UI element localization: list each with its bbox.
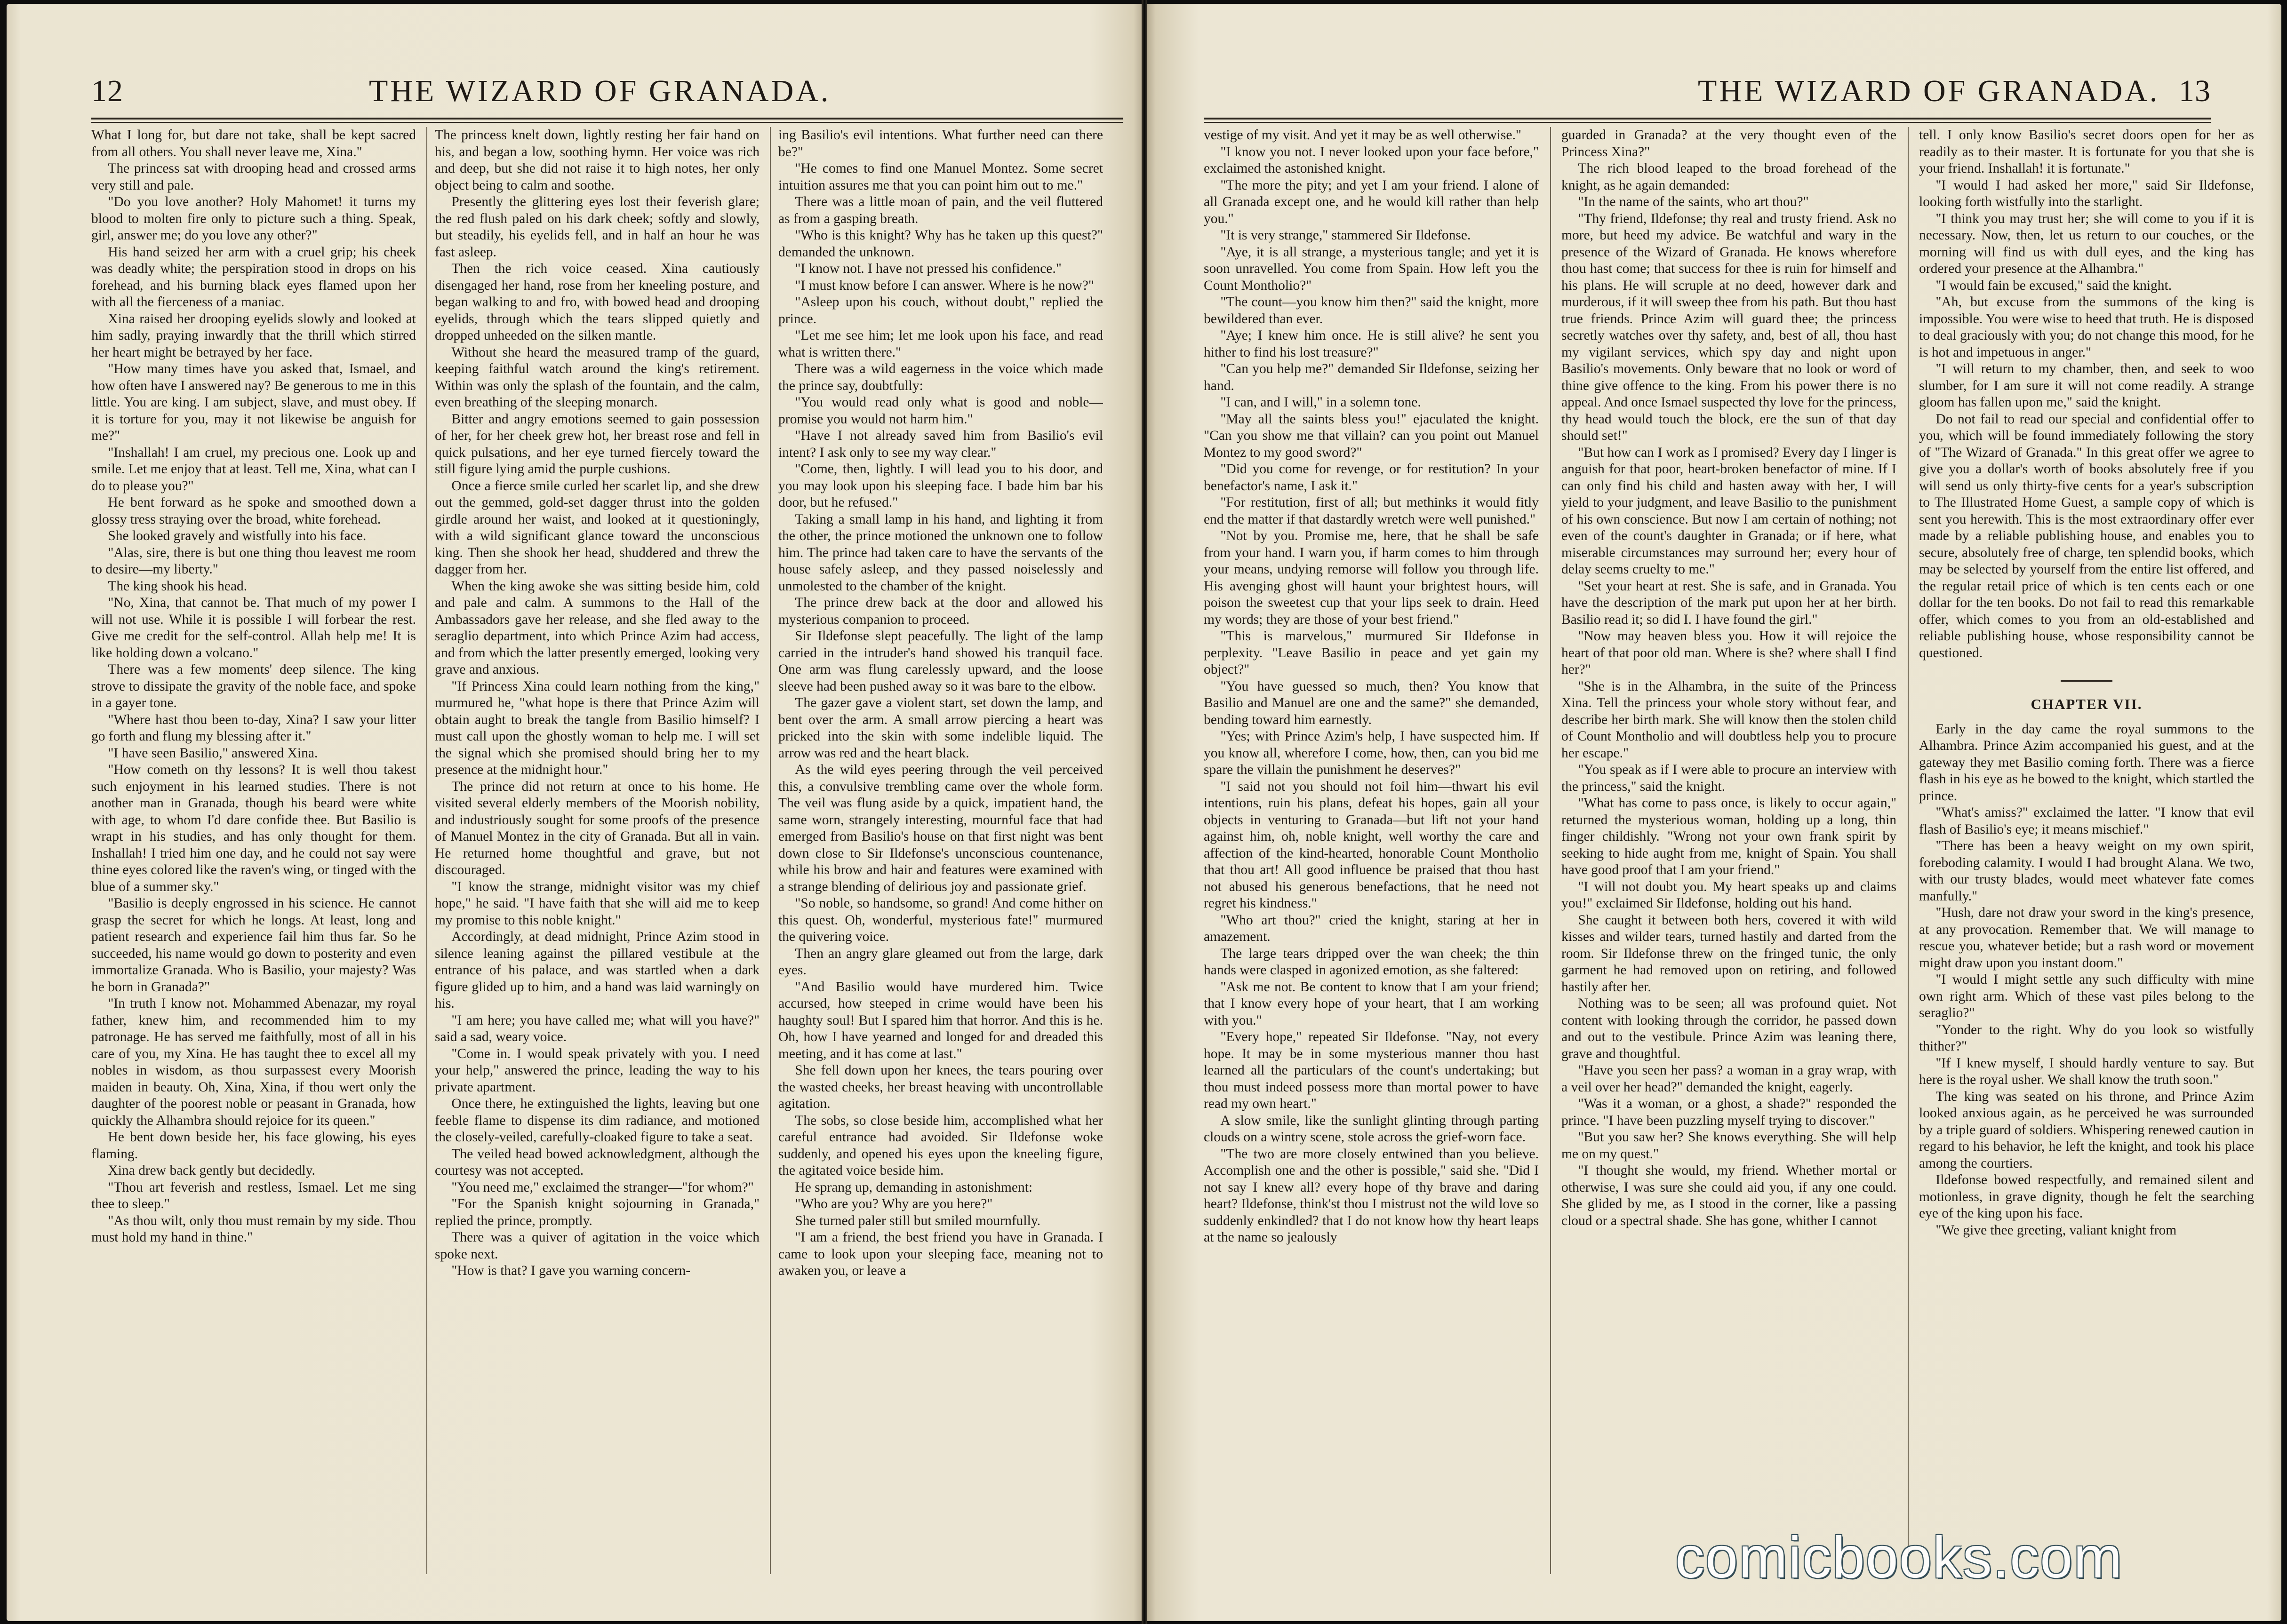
paragraph: "Have I not already saved him from Basilio's evil intent? I ask only to see my way clear." — [778, 428, 1103, 460]
paragraph: The large tears dripped over the wan cheek; the thin hands were clasped in agonized emotion, as she faltered: — [1204, 946, 1539, 978]
paragraph: "He comes to find one Manuel Montez. Some secret intuition assures me that you can point him out to me." — [778, 161, 1103, 193]
paragraph: Presently the glittering eyes lost their feverish glare; the red flush paled on his dark cheek; softly and slowly, but steadily, his eyelids fell, and in half an hour he was fast asleep. — [435, 194, 760, 260]
paragraph: There was a quiver of agitation in the voice which spoke next. — [435, 1230, 760, 1262]
paragraph: "Asleep upon his couch, without doubt," replied the prince. — [778, 295, 1103, 326]
header-rule-left — [91, 118, 1123, 123]
paragraph: The sobs, so close beside him, accomplished what her careful entrance had avoided. Sir Ildefonse woke suddenly, and opened his eyes upon the kneeling figure, the agitated voice beside him. — [778, 1113, 1103, 1178]
paragraph: "How many times have you asked that, Ismael, and how often have I answered nay? Be generous to me in this little. You are king. I am subject, slave, and must obey. If it is torture for you, may it not likewise be anguish for me?" — [91, 361, 416, 443]
column-divider — [426, 127, 427, 1574]
paragraph: "Was it a woman, or a ghost, a shade?" responded the prince. "I have been puzzling myself trying to discover." — [1561, 1096, 1896, 1128]
paragraph: "Basilio is deeply engrossed in his science. He cannot grasp the secret for which he longs. At least, long and patient research and experience fail him thus far. So he succeeded, his name would go down to posterity and even immortalize Granada. Who is Basilio, your majesty? Was he born in Granada?" — [91, 896, 416, 995]
column-divider — [1550, 127, 1551, 1574]
paragraph: "Set your heart at rest. She is safe, and in Granada. You have the description of the mark put upon her at her birth. Basilio read it; so did I. I have found the girl." — [1561, 578, 1896, 627]
paragraph: There was a little moan of pain, and the veil fluttered as from a gasping breath. — [778, 194, 1103, 226]
paragraph: "Where hast thou been to-day, Xina? I saw your litter go forth and flung my blessing after it." — [91, 712, 416, 744]
paragraph: Xina drew back gently but decidedly. — [108, 1163, 315, 1178]
paragraph: "How is that? I gave you warning concern- — [451, 1263, 691, 1278]
paragraph: She looked gravely and wistfully into his face. — [108, 528, 367, 543]
paragraph: "I would I had asked her more," said Sir Ildefonse, looking forth wistfully into the starlight. — [1919, 177, 2254, 209]
paragraph: "Have you seen her pass? a woman in a gray wrap, with a veil over her head?" demanded the knight, eagerly. — [1561, 1063, 1896, 1095]
paragraph: "I thought she would, my friend. Whether mortal or otherwise, I was sure she could aid you, if any one could. She glided by me, as I stood in the corner, like a passing cloud or a spectral shade. She has gone, whither I cannot — [1561, 1163, 1896, 1228]
paragraph: "I know not. I have not pressed his confidence." — [795, 261, 1062, 276]
paragraph: Taking a small lamp in his hand, and lighting it from the other, the prince motioned the unknown one to follow him. The prince had taken care to have the servants of the house safely asleep, and they passed noiselessly and unmolested to the chamber of the knight. — [778, 511, 1103, 594]
paragraph: "For restitution, first of all; but methinks it would fitly end the matter if that dastardly wretch were well punished." — [1204, 495, 1539, 527]
paragraph: The king was seated on his throne, and Prince Azim looked anxious again, as he perceived he was surrounded by a triple guard of soldiers. Whispering renewed caution in regard to his behavior, he left the knight, and took his place among the courtiers. — [1919, 1089, 2254, 1171]
paragraph: The king shook his head. — [108, 578, 248, 594]
paragraph: "She is in the Alhambra, in the suite of the Princess Xina. Tell the princess your whole story without fear, and describe her birth mark. She will know then the stolen child of Count Montholio and will doubtless help you to procure her escape." — [1561, 678, 1896, 761]
paragraph: His hand seized her arm with a cruel grip; his cheek was deadly white; the perspiration stood in drops on his forehead, and his burning black eyes flamed upon her with all the fierceness of a maniac. — [91, 244, 416, 310]
page-number-right: 13 — [2179, 74, 2211, 108]
paragraph: He bent forward as he spoke and smoothed down a glossy tress straying over the broad, white forehead. — [91, 495, 416, 527]
running-title-right: THE WIZARD OF GRANADA. — [1698, 74, 2160, 108]
running-head-left — [91, 73, 1123, 116]
paragraph: "As thou wilt, only thou must remain by my side. Thou must hold my hand in thine." — [91, 1213, 416, 1245]
paragraph: "Aye, it is all strange, a mysterious tangle; and yet it is soon unravelled. You come from Spain. How left you the Count Montholio?" — [1204, 244, 1539, 293]
paragraph: "If Princess Xina could learn nothing from the king," murmured he, "what hope is there that Prince Azim will obtain aught to break the tangle from Basilio himself? I must call upon the ghostly woman to help me. I will set the signal which she promised should bring her to my presence at the midnight hour." — [435, 678, 760, 777]
right-column-2 — [1561, 127, 1896, 1602]
paragraph: Early in the day came the royal summons to the Alhambra. Prince Azim accompanied his guest, and at the gateway they met Basilio coming forth. There was a fierce flash in his eye as he bowed to the knight, which startled the prince. — [1919, 721, 2254, 804]
paragraph: He sprang up, demanding in astonishment: — [795, 1179, 1033, 1195]
paragraph: There was a few moments' deep silence. The king strove to dissipate the gravity of the noble face, and spoke in a gayer tone. — [91, 662, 416, 710]
paragraph: "There has been a heavy weight on my own spirit, foreboding calamity. I would I had brought Alana. We two, with our trusty blades, would meet whatever fate comes manfully." — [1919, 838, 2254, 904]
paragraph: Once a fierce smile curled her scarlet lip, and she drew out the gemmed, gold-set dagger thrust into the golden girdle around her waist, and looked at it questioningly, with a wild significant glance toward the unconscious king. Then she shook her head, shuddered and threw the dagger from her. — [435, 478, 760, 577]
paragraph: The princess knelt down, lightly resting her fair hand on his, and began a low, soothing hymn. Her voice was rich and deep, but she did not raise it to high notes, her only object being to calm and soothe. — [435, 127, 760, 193]
paragraph: Without she heard the measured tramp of the guard, keeping faithful watch around the king's retirement. Within was only the splash of the fountain, and the calm, even breathing of the sleeping monarch. — [435, 344, 760, 410]
page-number-left: 12 — [91, 74, 123, 108]
paragraph: The princess sat with drooping head and crossed arms very still and pale. — [91, 161, 416, 193]
right-page — [1147, 4, 2281, 1621]
paragraph: "Ah, but excuse from the summons of the king is impossible. You were wise to heed that truth. He is disposed to deal graciously with you; do not change this mood, for he is hot and impetuous in anger." — [1919, 295, 2254, 360]
paragraph: "Every hope," repeated Sir Ildefonse. "Nay, not every hope. It may be in some mysterious manner thou hast learned all the particulars of the count's undertaking; but thou must indeed possess more than mortal power to have read my own heart." — [1204, 1029, 1539, 1111]
paragraph: "Ask me not. Be content to know that I am your friend; that I know every hope of your heart, that I am working with you." — [1204, 979, 1539, 1028]
paragraph: She turned paler still but smiled mournfully. — [795, 1213, 1041, 1228]
paragraph: "Yonder to the right. Why do you look so wistfully thither?" — [1919, 1022, 2254, 1054]
paragraph: Once there, he extinguished the lights, leaving but one feeble flame to dispense its dim radiance, and motioned the closely-veiled, carefully-cloaked figure to take a seat. — [435, 1096, 760, 1145]
paragraph: "Who is this knight? Why has he taken up this quest?" demanded the unknown. — [778, 228, 1103, 260]
paragraph: She caught it between both hers, covered it with wild kisses and wilder tears, turned hastily and darted from the room. Sir Ildefonse threw on the fringed tunic, the only garment he had removed upon on retiring, and followed hastily after her. — [1561, 912, 1896, 995]
left-column-2 — [435, 127, 760, 1602]
paragraph: "I will not doubt you. My heart speaks up and claims you!" exclaimed Sir Ildefonse, holding out his hand. — [1561, 879, 1896, 911]
paragraph: "Now may heaven bless you. How it will rejoice the heart of that poor old man. Where is she? where shall I find her?" — [1561, 629, 1896, 677]
paragraph: She fell down upon her knees, the tears pouring over the wasted cheeks, her breast heaving with uncontrollable agitation. — [778, 1063, 1103, 1111]
paragraph: "I know you not. I never looked upon your face before," exclaimed the astonished knight. — [1204, 144, 1539, 176]
left-column-1 — [91, 127, 416, 1602]
paragraph: "The two are more closely entwined than you believe. Accomplish one and the other is possible," said she. "Did I not say I knew all? every hope of thy brave and daring heart? Ildefonse, think'st thou I mistrust not the wild love so suddenly enkindled? that I do not know how thy heart leaps at the name so jealously — [1204, 1146, 1539, 1245]
paragraph: "I have seen Basilio," answered Xina. — [108, 745, 318, 761]
paragraph: "I would I might settle any such difficulty with mine own right arm. Which of these vast piles belong to the seraglio?" — [1919, 972, 2254, 1020]
paragraph: "I would fain be excused," said the knight. — [1935, 278, 2172, 293]
paragraph: "Aye; I knew him once. He is still alive? he sent you hither to find his lost treasure?" — [1204, 328, 1539, 360]
paragraph: "Thou art feverish and restless, Ismael. Let me sing thee to sleep." — [91, 1179, 416, 1211]
watermark: comicbooks.com — [1675, 1525, 2123, 1590]
paragraph: "Who art thou?" cried the knight, staring at her in amazement. — [1204, 912, 1539, 944]
paragraph: Bitter and angry emotions seemed to gain possession of her, for her cheek grew hot, her breast rose and fell in quick pulsations, and her eye turned fiercely toward the still figure lying amid the purple cushions. — [435, 411, 760, 477]
chapter-heading: CHAPTER VII. — [2031, 696, 2143, 712]
paragraph: "This is marvelous," murmured Sir Ildefonse in perplexity. "Leave Basilio in peace and yet gain my object?" — [1204, 629, 1539, 677]
paragraph: "We give thee greeting, valiant knight from — [1935, 1222, 2177, 1238]
paragraph: The gazer gave a violent start, set down the lamp, and bent over the arm. A small arrow piercing a heart was pricked into the skin with some indelible liquid. The arrow was red and the heart black. — [778, 695, 1103, 761]
paragraph: "Hush, dare not draw your sword in the king's presence, at any provocation. Remember that. We will manage to rescue you, whatever betide; but a rash word or movement might draw upon you instant doom." — [1919, 905, 2254, 971]
paragraph: "So noble, so handsome, so grand! And come hither on this quest. Oh, wonderful, mysterious fate!" murmured the quivering voice. — [778, 896, 1103, 944]
paragraph: The rich blood leaped to the broad forehead of the knight, as he again demanded: — [1561, 161, 1896, 193]
paragraph: Then the rich voice ceased. Xina cautiously disengaged her hand, rose from her kneeling posture, and began walking to and fro, with bowed head and drooping eyelids, through which the tears slipped quietly and dropped unheeded on the silken mantle. — [435, 261, 760, 343]
paragraph: The prince drew back at the door and allowed his mysterious companion to proceed. — [778, 595, 1103, 627]
paragraph: "I said not you should not foil him—thwart his evil intentions, ruin his plans, defeat his hopes, gain all your objects in venturing to Granada—but lift not your hand against him, oh, noble knight, well worthy the care and affection of the kind-hearted, honorable Count Montholio that thou art! All good influence be praised that thou hast not abused his generous benefactions, that he need not regret his kindness." — [1204, 779, 1539, 911]
paragraph: A slow smile, like the sunlight glinting through parting clouds on a wintry scene, stole across the grief-worn face. — [1204, 1113, 1539, 1145]
paragraph: "I know the strange, midnight visitor was my chief hope," he said. "I have faith that she will aid me to keep my promise to this noble knight." — [435, 879, 760, 928]
paragraph: "How cometh on thy lessons? It is well thou takest such enjoyment in his learned studies. There is not another man in Granada, though his beard were white with age, to whom I'd dare confide thee. But Basilio is wrapt in his studies, and has only thought for them. Inshallah! I tried him one day, and he could not say were thine eyes colored like the raven's wing, or tinged with the blue of a summer sky." — [91, 762, 416, 894]
paragraph: "You need me," exclaimed the stranger—"for whom?" — [451, 1179, 754, 1195]
paragraph: "Do you love another? Holy Mahomet! it turns my blood to molten fire only to picture such a thing. Speak, girl, answer me; do you love any other?" — [91, 194, 416, 243]
paragraph: ing Basilio's evil intentions. What further need can there be?" — [778, 127, 1103, 159]
paragraph: "You would read only what is good and noble—promise you would not harm him." — [778, 395, 1103, 427]
paragraph: "I am here; you have called me; what will you have?" said a sad, weary voice. — [435, 1012, 760, 1044]
paragraph: He bent down beside her, his face glowing, his eyes flaming. — [91, 1130, 416, 1162]
paragraph: "I will return to my chamber, then, and seek to woo slumber, for I am sure it will not come readily. A strange gloom has fallen upon me," said the knight. — [1919, 361, 2254, 410]
paragraph: "The more the pity; and yet I am your friend. I alone of all Granada except one, and he would kill rather than help you." — [1204, 177, 1539, 226]
paragraph: Accordingly, at dead midnight, Prince Azim stood in silence leaning against the pillared vestibule at the entrance of his palace, and was startled when a dark figure glided up to him, and a hand was laid warningly on his. — [435, 929, 760, 1011]
column-divider — [770, 127, 771, 1574]
paragraph: What I long for, but dare not take, shall be kept sacred from all others. You shall never leave me, Xina." — [91, 127, 416, 159]
paragraph: "Did you come for revenge, or for restitution? In your benefactor's name, I ask it." — [1204, 462, 1539, 494]
paragraph: "Come in. I would speak privately with you. I need your help," answered the prince, leading the way to his private apartment. — [435, 1046, 760, 1095]
paragraph: "For the Spanish knight sojourning in Granada," replied the prince, promptly. — [435, 1196, 760, 1228]
paragraph: tell. I only know Basilio's secret doors open for her as readily as to their master. It is fortunate for you that she is your friend. Inshallah! it is fortunate." — [1919, 127, 2254, 176]
header-rule-right — [1204, 118, 2211, 123]
paragraph: "I think you may trust her; she will come to you if it is necessary. Now, then, let us return to our couches, or the morning will find us with dull eyes, and the king has ordered your presence at the Alhambra." — [1919, 211, 2254, 276]
paragraph: "Not by you. Promise me, here, that he shall be safe from your hand. I warn you, if harm comes to him through your means, undying remorse will follow you through life. His avenging ghost will haunt your brightest hours, will poison the sweetest cup that your lips seek to drain. Heed my words; they are those of your best friend." — [1204, 528, 1539, 627]
paragraph: "Can you help me?" demanded Sir Ildefonse, seizing her hand. — [1204, 361, 1539, 393]
paragraph: Do not fail to read our special and confidential offer to you, which will be found immediately following the story of "The Wizard of Granada." In this great offer we agree to give you a dollar's worth of books absolutely free if you will send us only thirty-five cents for a year's subscription to The Illustrated Home Guest, a sample copy of which is sent you herewith. This is the most extraordinary offer ever made by a reliable publishing house, and enables you to secure, absolutely free of charge, ten splendid books, which may be selected by yourself from the entire list offered, and the regular retail price of which is ten cents each or one dollar for the ten books. Do not fail to read this remarkable offer, which comes to you from an old-established and reliable publishing house, whose responsibility cannot be questioned. — [1919, 411, 2254, 661]
paragraph: "What has come to pass once, is likely to occur again," returned the mysterious woman, holding up a long, thin finger childishly. "Wrong not your own frank spirit by seeking to hide aught from me, knight of Spain. You shall have good proof that I am your friend." — [1561, 796, 1896, 877]
paragraph: guarded in Granada? at the very thought even of the Princess Xina?" — [1561, 127, 1896, 159]
paragraph: "The count—you know him then?" said the knight, more bewildered than ever. — [1204, 295, 1539, 326]
paragraph: "You speak as if I were able to procure an interview with the princess," said the knight. — [1561, 762, 1896, 794]
paragraph: "Yes; with Prince Azim's help, I have suspected him. If you know all, wherefore I come, how, then, can you bid me spare the villain the punishment he deserves?" — [1204, 729, 1539, 777]
left-page-columns — [91, 127, 1127, 1602]
paragraph: vestige of my visit. And yet it may be as well otherwise." — [1204, 127, 1521, 143]
right-page-columns — [1204, 127, 2258, 1602]
paragraph: Then an angry glare gleamed out from the large, dark eyes. — [778, 946, 1103, 978]
left-column-3 — [778, 127, 1103, 1602]
paragraph: "If I knew myself, I should hardly venture to say. But here is the royal usher. We shall know the truth soon." — [1919, 1055, 2254, 1087]
right-column-1 — [1204, 127, 1539, 1602]
paragraph: "I am a friend, the best friend you have in Granada. I came to look upon your sleeping face, meaning not to awaken you, or leave a — [778, 1230, 1103, 1278]
paragraph: "I must know before I can answer. Where is he now?" — [795, 278, 1094, 293]
paragraph: "Who are you? Why are you here?" — [795, 1196, 993, 1211]
left-page — [7, 4, 1142, 1621]
paragraph: "May all the saints bless you!" ejaculated the knight. "Can you show me that villain? can you point out Manuel Montez to my good sword?" — [1204, 411, 1539, 460]
paragraph: "What's amiss?" exclaimed the latter. "I know that evil flash of Basilio's eye; it means mischief." — [1919, 805, 2254, 837]
paragraph: The veiled head bowed acknowledgment, although the courtesy was not accepted. — [435, 1146, 760, 1178]
paragraph: "But how can I work as I promised? Every day I linger is anguish for that poor, heart-broken benefactor of mine. If I can only find his child and hasten away with her, I will yield to your judgment, and leave Basilio to the punishment of his own conscience. But now I am certain of nothing; not even of the count's daughter in Granada; or if here, what miserable circumstances may surround her; every hour of delay seems cruelty to me." — [1561, 445, 1896, 577]
paragraph: Sir Ildefonse slept peacefully. The light of the lamp carried in the intruder's hand showed his tranquil face. One arm was flung carelessly upward, and the loose sleeve had been pushed away so it was bare to the elbow. — [778, 629, 1103, 694]
paragraph: "No, Xina, that cannot be. That much of my power I will not use. While it is possible I will forbear the rest. Give me credit for the self-control. Allah help me! It is like holding down a volcano." — [91, 595, 416, 661]
paragraph: The prince did not return at once to his home. He visited several elderly members of the Moorish nobility, and industriously sought for some proofs of the presence of Manuel Montez in the city of Granada. But all in vain. He returned home thoughtful and grave, but not discouraged. — [435, 779, 760, 877]
chapter-rule — [2061, 680, 2112, 682]
paragraph: "It is very strange," stammered Sir Ildefonse. — [1220, 228, 1471, 243]
running-title-left: THE WIZARD OF GRANADA. — [369, 74, 831, 108]
paragraph: "But you saw her? She knows everything. She will help me on my quest." — [1561, 1130, 1896, 1162]
paragraph: "Alas, sire, there is but one thing thou leavest me room to desire—my liberty." — [91, 545, 416, 577]
binding-gutter — [1142, 0, 1147, 1624]
paragraph: "Thy friend, Ildefonse; thy real and trusty friend. Ask no more, but heed my advice. Be watchful and wary in the presence of the Wizard of Granada. He knows wherefore thou hast come; that success for thee is ruin for himself and his plans. He will scruple at no deed, however dark and murderous, if it will sweep thee from his path. But thou hast true friends. Prince Azim will guard thee; the princess secretly watches over thy safety, and, best of all, thou hast my vigilant services, which spy day and night upon Basilio's movements. Only beware that no look or word of thine give offence to the king. From his power there is no appeal. And once Ismael suspected thy love for the princess, thy head would touch the block, ere the sun of that day should set!" — [1561, 211, 1896, 443]
column-divider — [1908, 127, 1909, 1574]
paragraph: "You have guessed so much, then? You know that Basilio and Manuel are one and the same?" she demanded, bending toward him earnestly. — [1204, 678, 1539, 727]
paragraph: "In the name of the saints, who art thou?" — [1578, 194, 1809, 209]
paragraph: "In truth I know not. Mohammed Abenazar, my royal father, knew him, and recommended him to my patronage. He has served me faithfully, most of all in his care of you, my Xina. He has taught thee to excel all my nobles in wisdom, as thou surpassest every Moorish maiden in beauty. Oh, Xina, Xina, if thou wert only the daughter of the poorest noble or peasant in Granada, how quickly the Alhambra should rejoice for its queen." — [91, 996, 416, 1128]
paragraph: Nothing was to be seen; all was profound quiet. Not content with looking through the corridor, he passed down and out to the vestibule. Prince Azim was leaning there, grave and thoughtful. — [1561, 996, 1896, 1061]
paragraph: As the wild eyes peering through the veil perceived this, a convulsive trembling came over the whole form. The veil was flung aside by a quick, impatient hand, the same worn, strangely interesting, mournful face that had emerged from Basilio's house on that first night was bent down close to Sir Ildefonse's unconscious countenance, while his brow and hair and features were examined with a strange blending of delirious joy and passionate grief. — [778, 762, 1103, 894]
paragraph: When the king awoke she was sitting beside him, cold and pale and calm. A summons to the Hall of the Ambassadors gave her release, and she fled away to the seraglio department, into which Prince Azim had access, and from which the latter presently emerged, looking very grave and anxious. — [435, 578, 760, 677]
paragraph: "I can, and I will," in a solemn tone. — [1220, 395, 1421, 410]
running-head-right — [1204, 73, 2211, 116]
paragraph: "And Basilio would have murdered him. Twice accursed, how steeped in crime would have been his haughty soul! But I spared him that horror. And this is he. Oh, how I have yearned and longed for and dreaded this meeting, and it has come at last." — [778, 979, 1103, 1061]
paragraph: "Let me see him; let me look upon his face, and read what is written there." — [778, 328, 1103, 360]
paragraph: "Inshallah! I am cruel, my precious one. Look up and smile. Let me enjoy that at least. Tell me, Xina, what can I do to please you?" — [91, 445, 416, 494]
paragraph: Ildefonse bowed respectfully, and remained silent and motionless, in grave dignity, though he felt the searching eye of the king upon his face. — [1919, 1172, 2254, 1221]
paragraph: Xina raised her drooping eyelids slowly and looked at him sadly, praying inwardly that the thrill which stirred her heart might be betrayed by her face. — [91, 311, 416, 360]
paragraph: "Come, then, lightly. I will lead you to his door, and you may look upon his sleeping face. I bade him bar his door, but he refused." — [778, 462, 1103, 510]
paragraph: There was a wild eagerness in the voice which made the prince say, doubtfully: — [778, 361, 1103, 393]
right-column-3 — [1919, 127, 2254, 1602]
